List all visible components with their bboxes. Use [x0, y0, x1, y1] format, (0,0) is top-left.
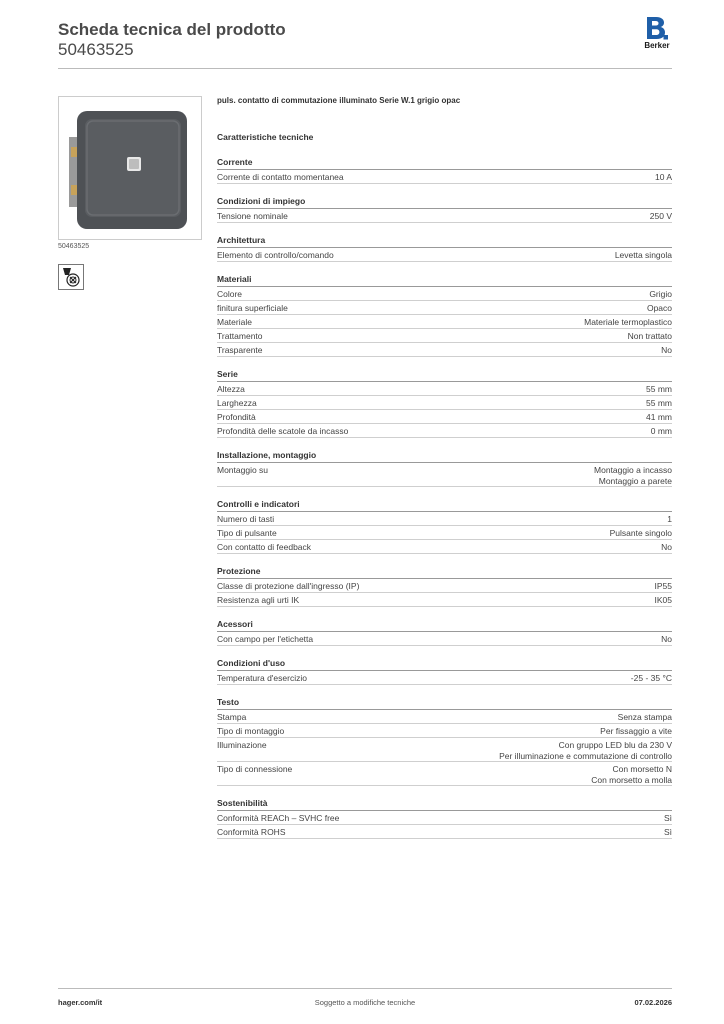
spec-value: Con morsetto N Con morsetto a molla [591, 764, 672, 785]
spec-row [217, 315, 672, 329]
spec-label: Trattamento [217, 331, 263, 341]
section-title: Condizioni d'uso [217, 656, 672, 671]
spec-row [217, 410, 672, 424]
section-title: Controlli e indicatori [217, 497, 672, 512]
spec-value: Grigio [649, 289, 672, 299]
spec-row [217, 632, 672, 646]
spec-row [217, 287, 672, 301]
page-title: Scheda tecnica del prodotto [58, 20, 286, 39]
spec-row [217, 396, 672, 410]
spec-value: No [661, 542, 672, 552]
spec-row [217, 811, 672, 825]
section-title: Protezione [217, 564, 672, 579]
spec-value: Con gruppo LED blu da 230 V Per illuminazione e commutazione di controllo [499, 740, 672, 761]
footer-note: Soggetto a modifiche tecniche [314, 998, 416, 1007]
spec-row [217, 738, 672, 762]
spec-row [217, 526, 672, 540]
page-footer [58, 988, 672, 1007]
spec-content [217, 94, 672, 839]
page-header [58, 20, 286, 60]
spec-row [217, 209, 672, 223]
spec-row [217, 248, 672, 262]
spec-section [217, 617, 672, 646]
spec-value: 55 mm [646, 384, 672, 394]
spec-label: Materiale [217, 317, 252, 327]
spec-value: 41 mm [646, 412, 672, 422]
section-title: Materiali [217, 272, 672, 287]
spec-label: Temperatura d'esercizio [217, 673, 307, 683]
spec-label: finitura superficiale [217, 303, 288, 313]
product-photo [59, 97, 201, 239]
spec-label: Montaggio su [217, 465, 269, 475]
section-title: Architettura [217, 233, 672, 248]
spec-value: Sì [663, 813, 672, 823]
section-title: Corrente [217, 155, 672, 170]
spec-row [217, 724, 672, 738]
spec-row [217, 762, 672, 786]
spec-row [217, 540, 672, 554]
spec-row [217, 512, 672, 526]
spec-value: IP55 [654, 581, 672, 591]
spec-label: Classe di protezione dall'ingresso (IP) [217, 581, 360, 591]
spec-sections [217, 155, 672, 839]
tech-specs-title: Caratteristiche tecniche [217, 132, 314, 142]
product-code: 50463525 [58, 40, 134, 59]
spec-value: 0 mm [650, 426, 672, 436]
spec-value: 1 [667, 514, 672, 524]
spec-label: Tipo di pulsante [217, 528, 277, 538]
spec-row [217, 710, 672, 724]
spec-section [217, 367, 672, 438]
logo-text: Berker [644, 41, 670, 50]
spec-value: Levetta singola [614, 250, 672, 260]
spec-row [217, 424, 672, 438]
spec-row [217, 329, 672, 343]
footer-website: hager.com/it [58, 998, 103, 1007]
spec-value: Non trattato [627, 331, 672, 341]
spec-label: Profondità delle scatole da incasso [217, 426, 349, 436]
spec-value: 10 A [654, 172, 672, 182]
spec-value: Pulsante singolo [609, 528, 672, 538]
spec-row [217, 301, 672, 315]
spec-label: Tipo di montaggio [217, 726, 285, 736]
spec-row [217, 463, 672, 487]
spec-value: Materiale termoplastico [584, 317, 672, 327]
spec-value: IK05 [654, 595, 672, 605]
spec-label: Tipo di connessione [217, 764, 293, 774]
spec-label: Elemento di controllo/comando [217, 250, 334, 260]
berker-logo [640, 16, 674, 50]
spec-value: 250 V [649, 211, 672, 221]
spec-label: Conformità ROHS [217, 827, 286, 837]
spec-section [217, 272, 672, 357]
spec-section [217, 155, 672, 184]
spec-value: No [661, 345, 672, 355]
footer-date: 07.02.2026 [634, 998, 672, 1007]
spec-label: Larghezza [217, 398, 257, 408]
spec-label: Trasparente [217, 345, 263, 355]
image-caption: 50463525 [58, 243, 90, 250]
product-description: puls. contatto di commutazione illuminato Serie W.1 grigio opac [217, 96, 461, 105]
section-title: Sostenibilità [217, 796, 672, 811]
spec-value: Per fissaggio a vite [600, 726, 672, 736]
spec-value: -25 - 35 °C [630, 673, 672, 683]
section-title: Testo [217, 695, 672, 710]
section-title: Acessori [217, 617, 672, 632]
certification-mark [58, 264, 84, 290]
spec-section [217, 194, 672, 223]
spec-label: Altezza [217, 384, 245, 394]
spec-row [217, 825, 672, 839]
spec-row [217, 671, 672, 685]
spec-section [217, 695, 672, 786]
spec-label: Numero di tasti [217, 514, 275, 524]
spec-value: 55 mm [646, 398, 672, 408]
section-title: Condizioni di impiego [217, 194, 672, 209]
spec-section [217, 656, 672, 685]
spec-value: Montaggio a incasso Montaggio a parete [594, 465, 672, 486]
section-title: Installazione, montaggio [217, 448, 672, 463]
section-title: Serie [217, 367, 672, 382]
product-image [58, 96, 202, 240]
spec-row [217, 579, 672, 593]
spec-label: Stampa [217, 712, 247, 722]
spec-section [217, 448, 672, 487]
spec-label: Resistenza agli urti IK [217, 595, 300, 605]
certification-icon [59, 265, 83, 289]
spec-value: Sì [663, 827, 672, 837]
spec-label: Corrente di contatto momentanea [217, 172, 344, 182]
spec-row [217, 382, 672, 396]
spec-label: Conformità REACh – SVHC free [217, 813, 340, 823]
spec-row [217, 593, 672, 607]
spec-section [217, 233, 672, 262]
spec-section [217, 497, 672, 554]
spec-value: No [661, 634, 672, 644]
spec-value: Senza stampa [617, 712, 672, 722]
spec-label: Con contatto di feedback [217, 542, 312, 552]
spec-section [217, 796, 672, 839]
berker-logo-icon [645, 16, 669, 40]
spec-row [217, 343, 672, 357]
spec-row [217, 170, 672, 184]
header-divider [58, 68, 672, 69]
spec-label: Colore [217, 289, 243, 299]
spec-label: Con campo per l'etichetta [217, 634, 314, 644]
spec-value: Opaco [646, 303, 672, 313]
spec-section [217, 564, 672, 607]
spec-label: Profondità [217, 412, 256, 422]
spec-label: Illuminazione [217, 740, 267, 750]
spec-label: Tensione nominale [217, 211, 288, 221]
